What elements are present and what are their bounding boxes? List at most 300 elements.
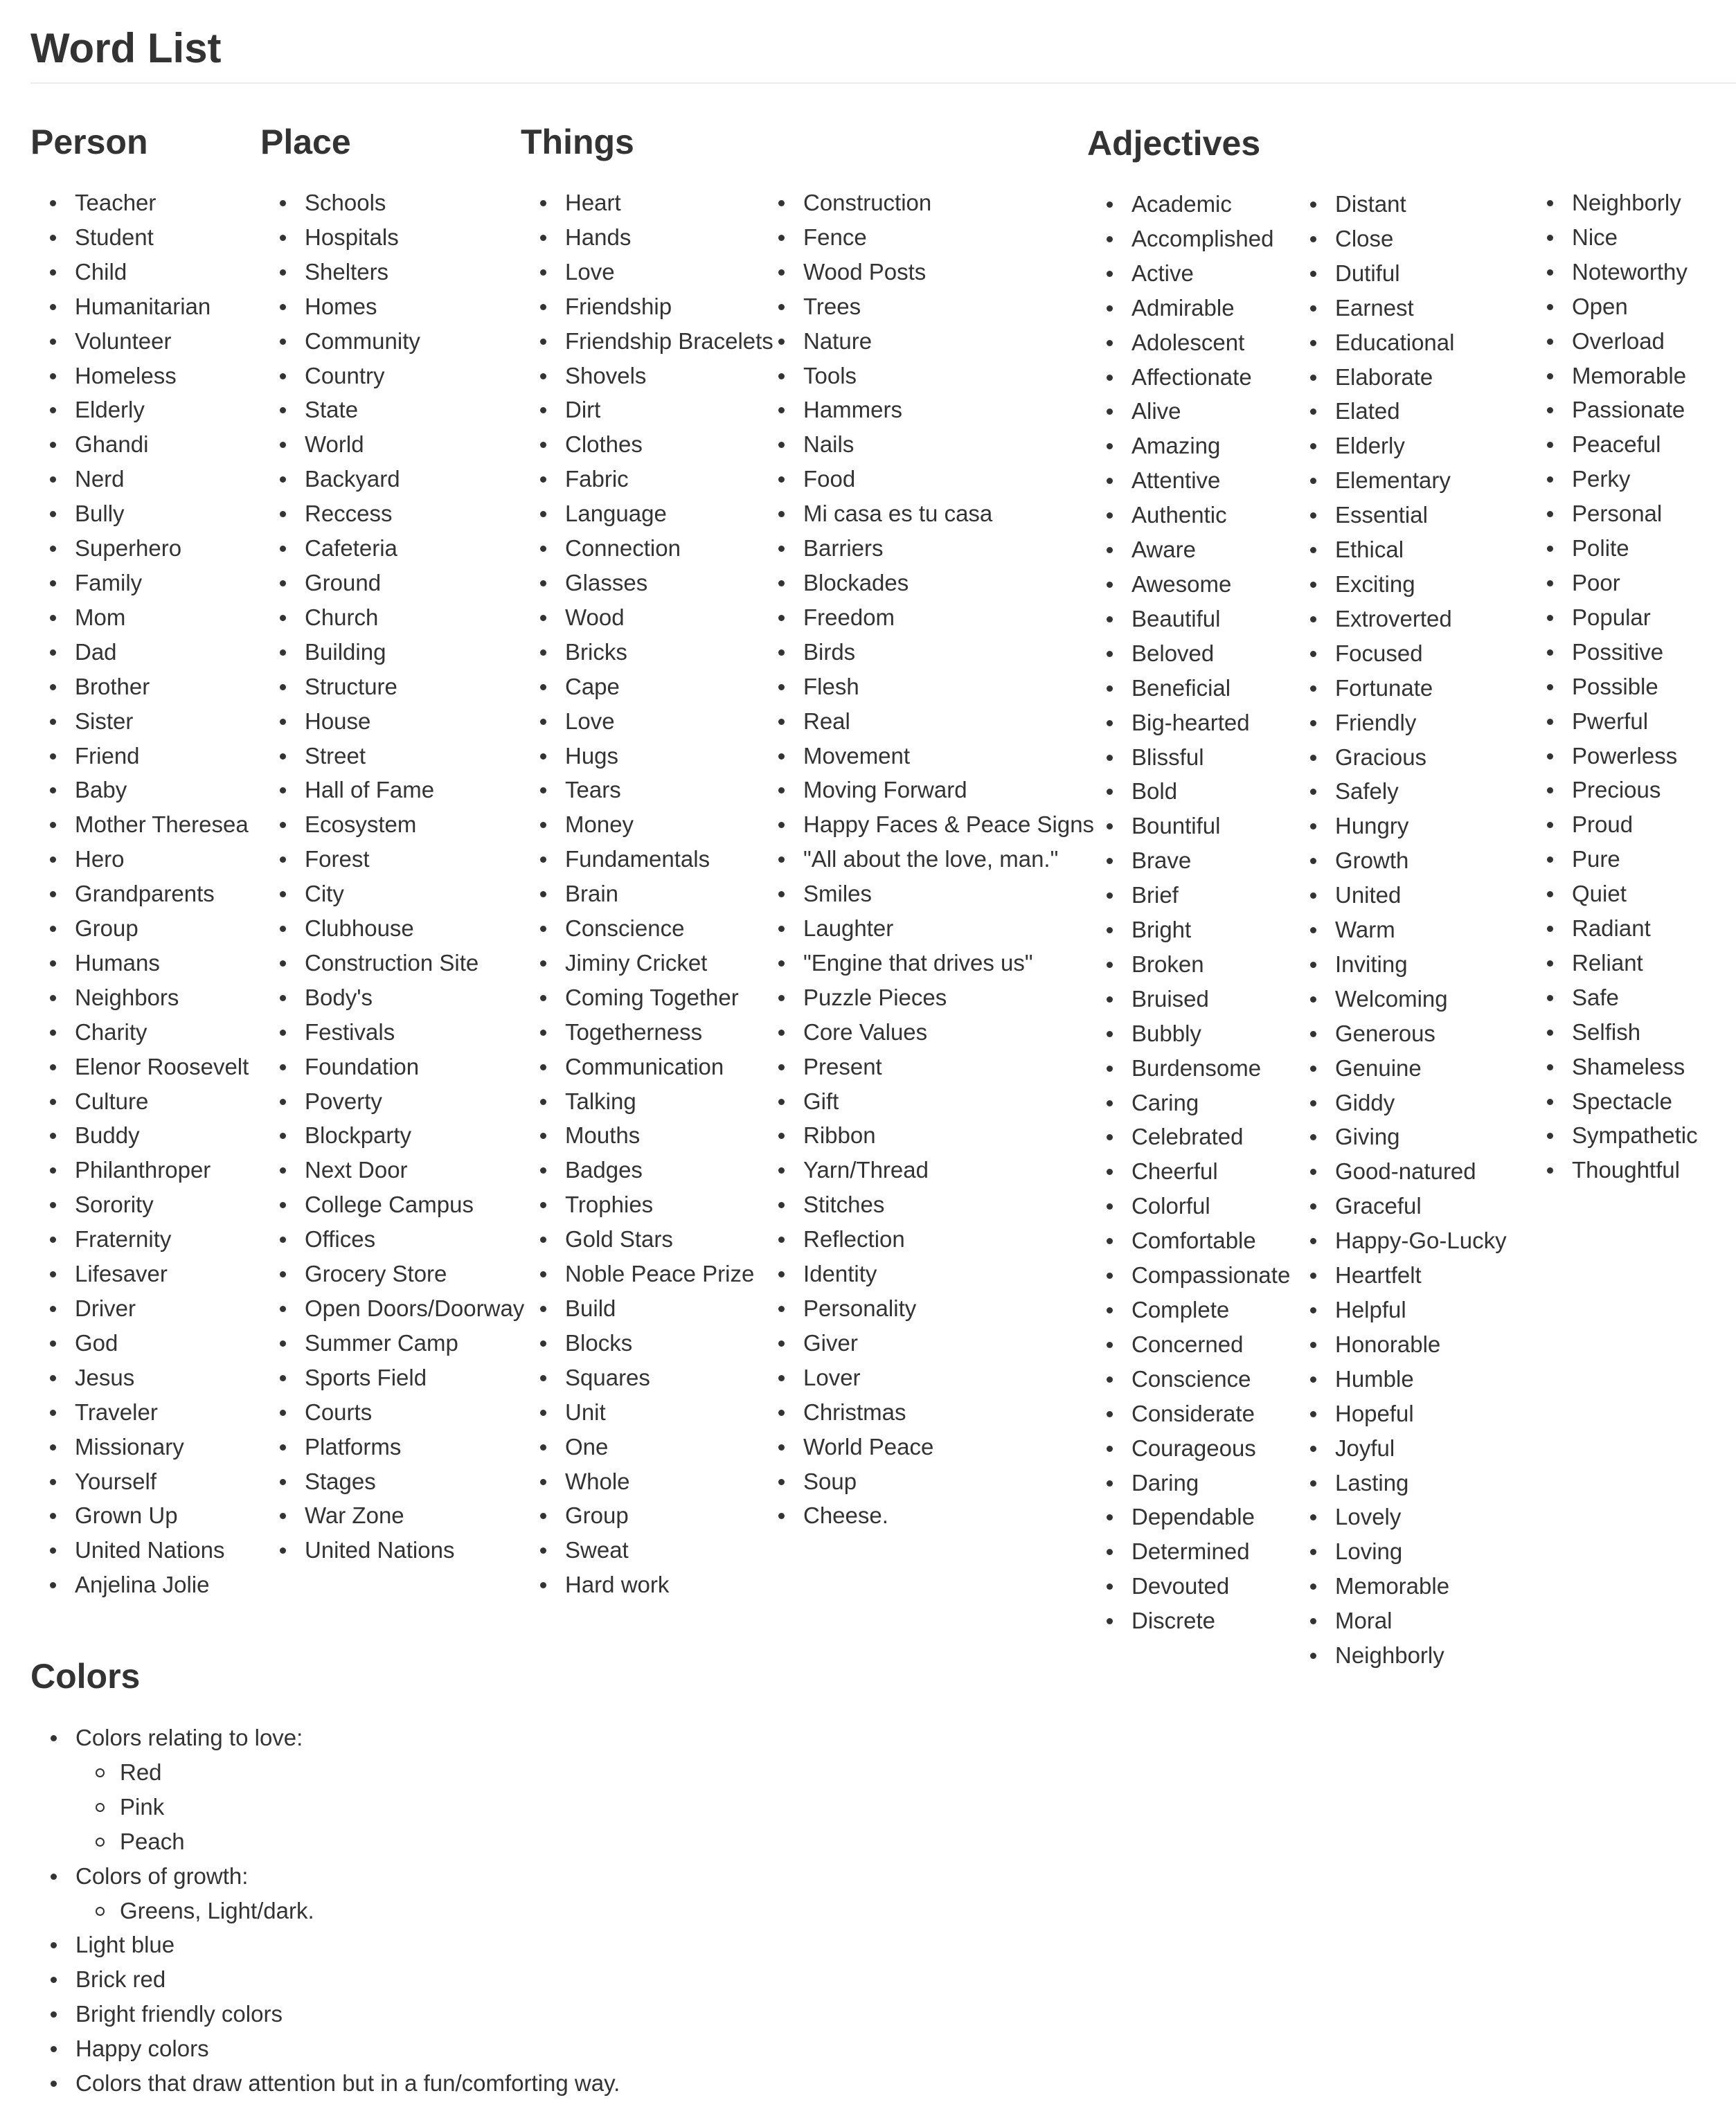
list-item: Family: [30, 566, 249, 600]
list-item: War Zone: [260, 1498, 524, 1533]
list-item: Close: [1291, 222, 1507, 256]
list-item: Generous: [1291, 1016, 1507, 1051]
things-list-2: [759, 186, 1094, 1533]
list-item: Growth: [1291, 843, 1507, 878]
list-item: Discrete: [1087, 1604, 1290, 1638]
list-item: Peach: [75, 1824, 620, 1859]
list-item: Street: [260, 739, 524, 773]
list-item: Precious: [1528, 773, 1698, 807]
list-item: Mom: [30, 600, 249, 635]
list-item: Selfish: [1528, 1015, 1698, 1050]
list-item: Offices: [260, 1222, 524, 1257]
list-item: Courts: [260, 1395, 524, 1430]
list-item: Talking: [521, 1084, 773, 1119]
list-item: Philanthroper: [30, 1153, 249, 1187]
list-item: Hall of Fame: [260, 773, 524, 807]
list-item: Awesome: [1087, 567, 1290, 602]
list-item: Shameless: [1528, 1050, 1698, 1084]
list-item: Ribbon: [759, 1118, 1094, 1153]
list-item: Conscience: [1087, 1362, 1290, 1397]
list-item: Platforms: [260, 1430, 524, 1464]
list-item: Admirable: [1087, 291, 1290, 325]
list-item: Missionary: [30, 1430, 249, 1464]
list-item: Nice: [1528, 220, 1698, 255]
list-item: Ground: [260, 566, 524, 600]
list-item: Present: [759, 1050, 1094, 1084]
list-item: Foundation: [260, 1050, 524, 1084]
list-item: Blockparty: [260, 1118, 524, 1153]
list-item: Ethical: [1291, 532, 1507, 567]
list-item: Exciting: [1291, 567, 1507, 602]
list-item: Caring: [1087, 1086, 1290, 1120]
list-item: Inviting: [1291, 947, 1507, 982]
list-item: Determined: [1087, 1534, 1290, 1569]
list-item: Hugs: [521, 739, 773, 773]
list-item: Essential: [1291, 498, 1507, 532]
list-item: Broken: [1087, 947, 1290, 982]
list-item: Communication: [521, 1050, 773, 1084]
list-item: Child: [30, 255, 249, 289]
list-item: God: [30, 1326, 249, 1361]
list-item: Trophies: [521, 1187, 773, 1222]
list-item: Food: [759, 462, 1094, 496]
list-item: Giver: [759, 1326, 1094, 1361]
list-item: Friendly: [1291, 706, 1507, 740]
list-item: Burdensome: [1087, 1051, 1290, 1086]
list-item: Charity: [30, 1015, 249, 1050]
list-item: Open Doors/Doorway: [260, 1291, 524, 1326]
adjectives-list-3: [1528, 186, 1698, 1187]
list-item: Beneficial: [1087, 671, 1290, 706]
list-item: Powerless: [1528, 739, 1698, 773]
list-item: Fundamentals: [521, 842, 773, 877]
list-item: Hopeful: [1291, 1397, 1507, 1431]
list-item: Ghandi: [30, 427, 249, 462]
list-item: Birds: [759, 635, 1094, 670]
list-item: Buddy: [30, 1118, 249, 1153]
list-item: United: [1291, 878, 1507, 913]
list-item: Humble: [1291, 1362, 1507, 1397]
list-item: Focused: [1291, 636, 1507, 671]
list-item: City: [260, 877, 524, 911]
list-item: Gracious: [1291, 740, 1507, 775]
person-list: [30, 186, 249, 1602]
list-item: Clubhouse: [260, 911, 524, 946]
list-item: Cheese.: [759, 1498, 1094, 1533]
list-item: Humans: [30, 946, 249, 980]
list-item: Moving Forward: [759, 773, 1094, 807]
list-item: Pure: [1528, 842, 1698, 877]
list-item: Construction Site: [260, 946, 524, 980]
list-item: Daring: [1087, 1466, 1290, 1500]
list-item: Helpful: [1291, 1293, 1507, 1327]
list-item: Backyard: [260, 462, 524, 496]
list-item: Brave: [1087, 843, 1290, 878]
list-item: United Nations: [260, 1533, 524, 1568]
list-item: Loving: [1291, 1534, 1507, 1569]
list-item: Elderly: [30, 393, 249, 427]
list-item: Glasses: [521, 566, 773, 600]
list-item: Brick red: [30, 1962, 620, 1997]
list-item: Comfortable: [1087, 1223, 1290, 1258]
list-item: Forest: [260, 842, 524, 877]
list-item: Teacher: [30, 186, 249, 220]
list-item: Hammers: [759, 393, 1094, 427]
list-item: Wood Posts: [759, 255, 1094, 289]
list-item: Smiles: [759, 877, 1094, 911]
list-item: Connection: [521, 531, 773, 566]
list-item: Clothes: [521, 427, 773, 462]
list-item: Memorable: [1528, 359, 1698, 393]
title-divider: [30, 82, 1736, 84]
list-item: Schools: [260, 186, 524, 220]
list-item: Fence: [759, 220, 1094, 255]
list-item: Dad: [30, 635, 249, 670]
list-item: Colors that draw attention but in a fun/comforting way.: [30, 2066, 620, 2101]
list-item: Hungry: [1291, 809, 1507, 843]
list-item: Radiant: [1528, 911, 1698, 946]
place-heading: Place: [260, 123, 351, 161]
list-item: Building: [260, 635, 524, 670]
list-item: Body's: [260, 980, 524, 1015]
list-item: Genuine: [1291, 1051, 1507, 1086]
list-item: Sports Field: [260, 1361, 524, 1395]
list-item: Passionate: [1528, 393, 1698, 427]
list-item: Fraternity: [30, 1222, 249, 1257]
list-item: World: [260, 427, 524, 462]
list-item: Concerned: [1087, 1327, 1290, 1362]
list-item: Money: [521, 807, 773, 842]
list-item: Colorful: [1087, 1189, 1290, 1223]
colors-list: [30, 1721, 620, 2101]
list-item: Bountiful: [1087, 809, 1290, 843]
list-item: Beautiful: [1087, 602, 1290, 636]
list-item: Movement: [759, 739, 1094, 773]
list-item: Lovely: [1291, 1500, 1507, 1534]
list-item: Traveler: [30, 1395, 249, 1430]
list-item: Amazing: [1087, 429, 1290, 463]
colors-growth-sublist: [75, 1894, 620, 1928]
list-item: Gold Stars: [521, 1222, 773, 1257]
list-item: Soup: [759, 1464, 1094, 1499]
things-heading: Things: [521, 123, 634, 161]
list-item: Fortunate: [1291, 671, 1507, 706]
list-item: Bright: [1087, 913, 1290, 947]
list-item: Real: [759, 704, 1094, 739]
list-item: Giving: [1291, 1120, 1507, 1154]
list-item: Identity: [759, 1257, 1094, 1291]
list-item: Neighbors: [30, 980, 249, 1015]
list-item: Poor: [1528, 566, 1698, 600]
colors-growth-label: Colors of growth:: [75, 1863, 249, 1889]
list-item: Driver: [30, 1291, 249, 1326]
list-item: Group: [521, 1498, 773, 1533]
things-list-1: [521, 186, 773, 1602]
list-item: Badges: [521, 1153, 773, 1187]
list-item: Moral: [1291, 1604, 1507, 1638]
list-item: Bully: [30, 496, 249, 531]
list-item: Build: [521, 1291, 773, 1326]
person-heading: Person: [30, 123, 148, 161]
list-item: Nature: [759, 324, 1094, 359]
list-item: Love: [521, 255, 773, 289]
list-item: Trees: [759, 289, 1094, 324]
list-item: United Nations: [30, 1533, 249, 1568]
list-item: Heart: [521, 186, 773, 220]
list-item: Yourself: [30, 1464, 249, 1499]
list-item: Elenor Roosevelt: [30, 1050, 249, 1084]
list-item: Greens, Light/dark.: [75, 1894, 620, 1928]
list-item: Alive: [1087, 394, 1290, 429]
list-item: Courageous: [1087, 1431, 1290, 1466]
list-item: Happy Faces & Peace Signs: [759, 807, 1094, 842]
list-item: Earnest: [1291, 291, 1507, 325]
list-item: Tears: [521, 773, 773, 807]
list-item: Extroverted: [1291, 602, 1507, 636]
list-item: Blockades: [759, 566, 1094, 600]
list-item: Togetherness: [521, 1015, 773, 1050]
list-item: Lasting: [1291, 1466, 1507, 1500]
list-item: Unit: [521, 1395, 773, 1430]
list-item: Coming Together: [521, 980, 773, 1015]
list-item: Volunteer: [30, 324, 249, 359]
list-item: Structure: [260, 670, 524, 704]
list-item: Tools: [759, 359, 1094, 393]
list-item: Light blue: [30, 1928, 620, 1962]
list-item: [30, 1721, 620, 1859]
list-item: Superhero: [30, 531, 249, 566]
list-item: Student: [30, 220, 249, 255]
list-item: Group: [30, 911, 249, 946]
list-item: Friend: [30, 739, 249, 773]
list-item: Lover: [759, 1361, 1094, 1395]
list-item: Dutiful: [1291, 256, 1507, 291]
list-item: Complete: [1087, 1293, 1290, 1327]
adjectives-list-1: [1087, 187, 1290, 1638]
list-item: Flesh: [759, 670, 1094, 704]
list-item: Hard work: [521, 1568, 773, 1602]
list-item: Graceful: [1291, 1189, 1507, 1223]
list-item: Safely: [1291, 774, 1507, 809]
list-item: Noteworthy: [1528, 255, 1698, 289]
list-item: Grocery Store: [260, 1257, 524, 1291]
list-item: One: [521, 1430, 773, 1464]
list-item: Accomplished: [1087, 222, 1290, 256]
list-item: College Campus: [260, 1187, 524, 1222]
list-item: Bold: [1087, 774, 1290, 809]
list-item: Elderly: [1291, 429, 1507, 463]
list-item: Baby: [30, 773, 249, 807]
list-item: Brother: [30, 670, 249, 704]
list-item: Conscience: [521, 911, 773, 946]
list-item: Anjelina Jolie: [30, 1568, 249, 1602]
page-title: Word List: [30, 25, 222, 71]
list-item: Distant: [1291, 187, 1507, 222]
list-item: Shelters: [260, 255, 524, 289]
list-item: Mouths: [521, 1118, 773, 1153]
list-item: State: [260, 393, 524, 427]
list-item: Elementary: [1291, 463, 1507, 498]
list-item: Jesus: [30, 1361, 249, 1395]
list-item: Blissful: [1087, 740, 1290, 775]
list-item: House: [260, 704, 524, 739]
list-item: Celebrated: [1087, 1120, 1290, 1154]
list-item: Sister: [30, 704, 249, 739]
list-item: Red: [75, 1755, 620, 1790]
list-item: Possible: [1528, 670, 1698, 704]
list-item: Bruised: [1087, 982, 1290, 1016]
list-item: Wood: [521, 600, 773, 635]
list-item: Reliant: [1528, 946, 1698, 980]
colors-heading: Colors: [30, 1657, 141, 1696]
list-item: Whole: [521, 1464, 773, 1499]
list-item: Proud: [1528, 807, 1698, 842]
list-item: Sorority: [30, 1187, 249, 1222]
list-item: Poverty: [260, 1084, 524, 1119]
list-item: Welcoming: [1291, 982, 1507, 1016]
list-item: Homes: [260, 289, 524, 324]
list-item: Brief: [1087, 878, 1290, 913]
list-item: Christmas: [759, 1395, 1094, 1430]
list-item: Language: [521, 496, 773, 531]
list-item: Country: [260, 359, 524, 393]
list-item: Puzzle Pieces: [759, 980, 1094, 1015]
list-item: Bricks: [521, 635, 773, 670]
list-item: Cheerful: [1087, 1154, 1290, 1189]
list-item: Summer Camp: [260, 1326, 524, 1361]
list-item: Overload: [1528, 324, 1698, 359]
list-item: Heartfelt: [1291, 1258, 1507, 1293]
list-item: Dependable: [1087, 1500, 1290, 1534]
list-item: Yarn/Thread: [759, 1153, 1094, 1187]
list-item: Freedom: [759, 600, 1094, 635]
list-item: Devouted: [1087, 1569, 1290, 1604]
list-item: Active: [1087, 256, 1290, 291]
list-item: Cafeteria: [260, 531, 524, 566]
list-item: Affectionate: [1087, 360, 1290, 395]
list-item: Construction: [759, 186, 1094, 220]
list-item: Safe: [1528, 980, 1698, 1015]
list-item: "Engine that drives us": [759, 946, 1094, 980]
list-item: Happy-Go-Lucky: [1291, 1223, 1507, 1258]
list-item: Stages: [260, 1464, 524, 1499]
list-item: Happy colors: [30, 2031, 620, 2066]
list-item: Noble Peace Prize: [521, 1257, 773, 1291]
list-item: Attentive: [1087, 463, 1290, 498]
list-item: Bright friendly colors: [30, 1997, 620, 2031]
list-item: Friendship Bracelets: [521, 324, 773, 359]
adjectives-heading: Adjectives: [1087, 124, 1261, 163]
list-item: Big-hearted: [1087, 706, 1290, 740]
list-item: Neighborly: [1528, 186, 1698, 220]
adjectives-list-2: [1291, 187, 1507, 1669]
list-item: Possitive: [1528, 635, 1698, 670]
list-item: Squares: [521, 1361, 773, 1395]
list-item: Adolescent: [1087, 325, 1290, 360]
list-item: Core Values: [759, 1015, 1094, 1050]
list-item: Lifesaver: [30, 1257, 249, 1291]
list-item: Considerate: [1087, 1397, 1290, 1431]
list-item: Academic: [1087, 187, 1290, 222]
list-item: Mother Theresea: [30, 807, 249, 842]
list-item: Brain: [521, 877, 773, 911]
list-item: Peaceful: [1528, 427, 1698, 462]
list-item: Gift: [759, 1084, 1094, 1119]
list-item: Authentic: [1087, 498, 1290, 532]
list-item: Blocks: [521, 1326, 773, 1361]
list-item: Reccess: [260, 496, 524, 531]
list-item: Cape: [521, 670, 773, 704]
list-item: Giddy: [1291, 1086, 1507, 1120]
list-item: Hospitals: [260, 220, 524, 255]
list-item: Elated: [1291, 394, 1507, 429]
list-item: "All about the love, man.": [759, 842, 1094, 877]
list-item: Honorable: [1291, 1327, 1507, 1362]
list-item: Popular: [1528, 600, 1698, 635]
list-item: Elaborate: [1291, 360, 1507, 395]
list-item: Educational: [1291, 325, 1507, 360]
list-item: Personality: [759, 1291, 1094, 1326]
list-item: Church: [260, 600, 524, 635]
list-item: Festivals: [260, 1015, 524, 1050]
colors-love-label: Colors relating to love:: [75, 1725, 303, 1750]
colors-love-sublist: [75, 1755, 620, 1859]
list-item: Spectacle: [1528, 1084, 1698, 1119]
list-item: Memorable: [1291, 1569, 1507, 1604]
list-item: Bubbly: [1087, 1016, 1290, 1051]
list-item: Pwerful: [1528, 704, 1698, 739]
list-item: Love: [521, 704, 773, 739]
list-item: Homeless: [30, 359, 249, 393]
list-item: [30, 1859, 620, 1928]
list-item: Stitches: [759, 1187, 1094, 1222]
list-item: Good-natured: [1291, 1154, 1507, 1189]
list-item: Dirt: [521, 393, 773, 427]
place-list: [260, 186, 524, 1568]
list-item: Mi casa es tu casa: [759, 496, 1094, 531]
list-item: Quiet: [1528, 877, 1698, 911]
list-item: Jiminy Cricket: [521, 946, 773, 980]
list-item: Culture: [30, 1084, 249, 1119]
list-item: Next Door: [260, 1153, 524, 1187]
list-item: Warm: [1291, 913, 1507, 947]
list-item: Hands: [521, 220, 773, 255]
list-item: Community: [260, 324, 524, 359]
list-item: Polite: [1528, 531, 1698, 566]
list-item: Beloved: [1087, 636, 1290, 671]
list-item: Barriers: [759, 531, 1094, 566]
list-item: Ecosystem: [260, 807, 524, 842]
list-item: Friendship: [521, 289, 773, 324]
list-item: Perky: [1528, 462, 1698, 496]
list-item: Nails: [759, 427, 1094, 462]
list-item: Personal: [1528, 496, 1698, 531]
list-item: Sweat: [521, 1533, 773, 1568]
list-item: Pink: [75, 1790, 620, 1824]
list-item: Hero: [30, 842, 249, 877]
list-item: Neighborly: [1291, 1638, 1507, 1673]
list-item: Humanitarian: [30, 289, 249, 324]
list-item: Aware: [1087, 532, 1290, 567]
list-item: Reflection: [759, 1222, 1094, 1257]
list-item: World Peace: [759, 1430, 1094, 1464]
list-item: Grandparents: [30, 877, 249, 911]
list-item: Nerd: [30, 462, 249, 496]
list-item: Joyful: [1291, 1431, 1507, 1466]
list-item: Grown Up: [30, 1498, 249, 1533]
list-item: Thoughtful: [1528, 1153, 1698, 1187]
list-item: Sympathetic: [1528, 1118, 1698, 1153]
